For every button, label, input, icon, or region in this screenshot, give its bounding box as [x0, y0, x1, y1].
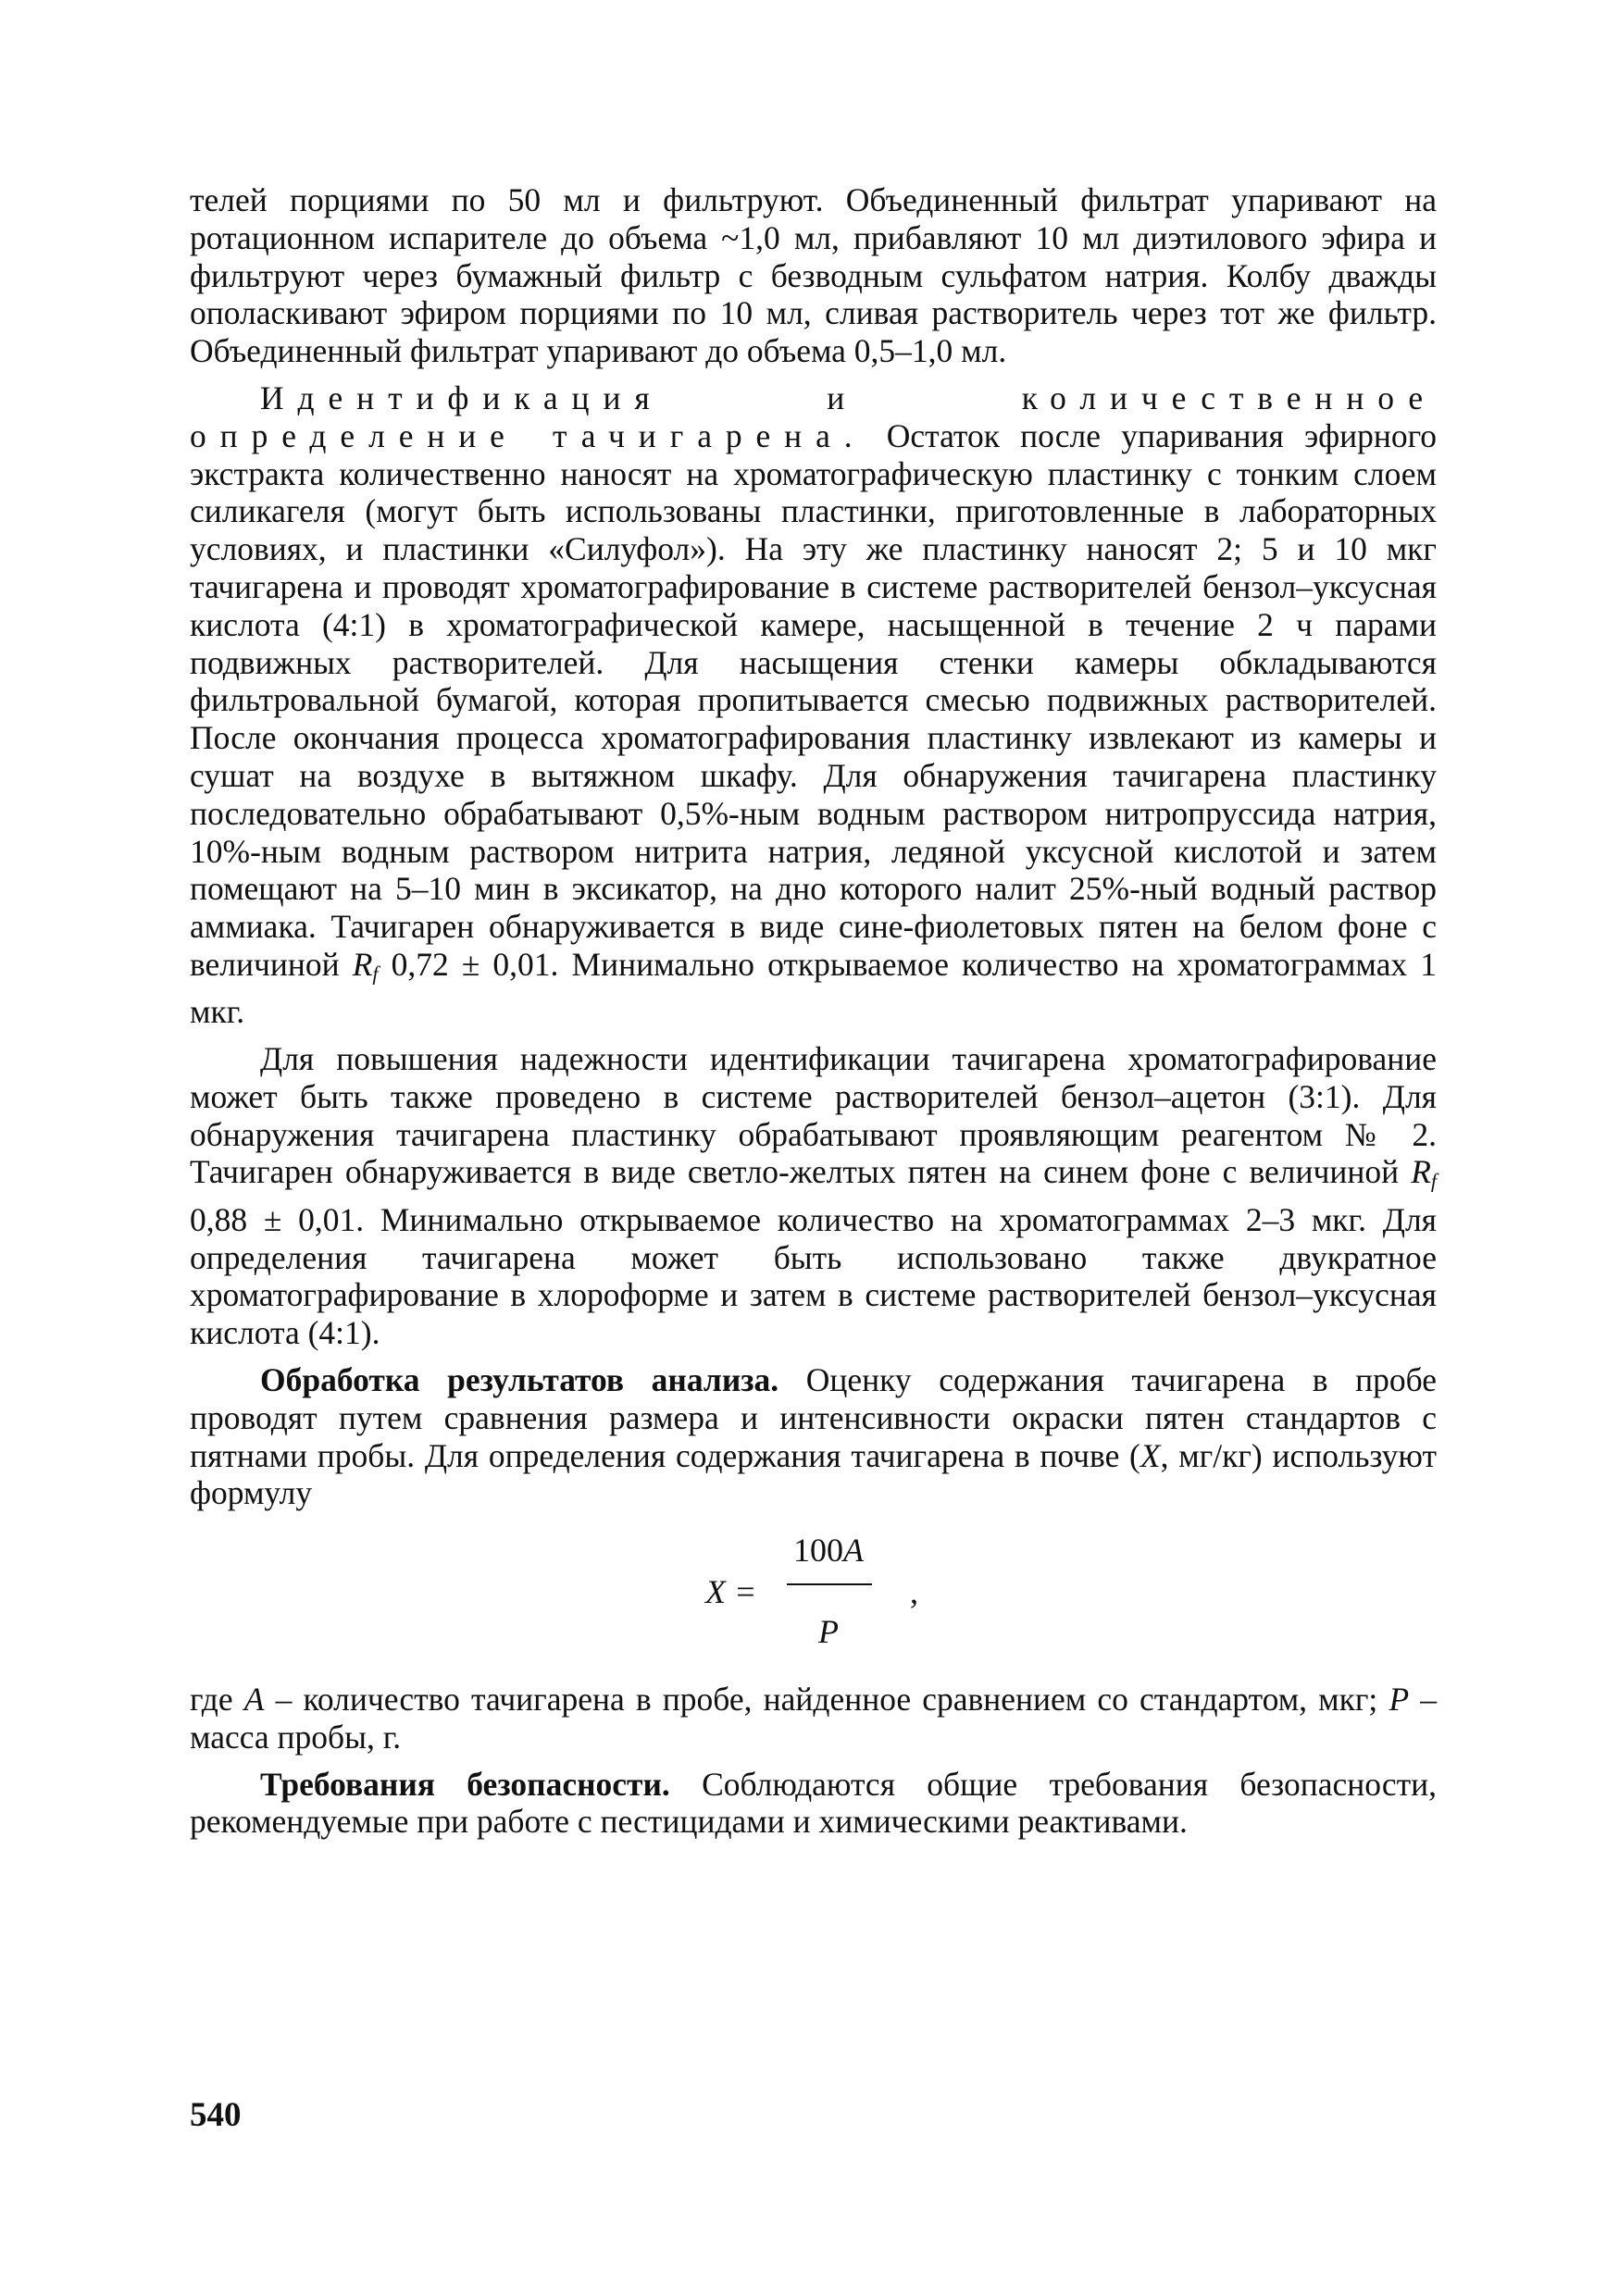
section-heading-results: Обработка результатов анализа. — [260, 1360, 779, 1398]
formula-numerator — [782, 1531, 875, 1570]
paragraph-reliability — [190, 1040, 1437, 1352]
formula — [190, 1523, 1437, 1662]
formula-lhs: X = — [705, 1573, 757, 1611]
paragraph-safety — [190, 1766, 1437, 1842]
legend-text: где — [190, 1681, 244, 1719]
rf-subscript: f — [372, 962, 379, 986]
paragraph-identification-text: Остаток после упаривания эфирного экстракта количественно наносят на хроматографическую пластинку с тонким слоем силикагеля (могут быть использованы пластинки, приготовленные в лабораторных условиях, и пластинки «Силуфол»). На эту же пластинку наносят 2; 5 и 10 мкг тачигарена и проводят хроматографирование в системе растворителей бензол–уксусная кислота (4:1) в хроматографической камере, насыщенной в течение 2 ч парами подвижных растворителей. Для насыщения стенки камеры обкладываются фильтровальной бумагой, которая пропитывается смесью подвижных растворителей. После окончания процесса хроматографирования пластинку извлекают из камеры и сушат на воздухе в вытяжном шкафу. Для обнаружения тачигарена пластинку последовательно обрабатывают 0,5%-ным водным раствором нитропруссида натрия, 10%-ным водным раствором нитрита натрия, ледяной уксусной кислотой и затем помещают на 5–10 мин в эксикатор, на дно которого налит 25%-ный водный раствор аммиака. Тачигарен обнаруживается в виде сине-фиолетовых пятен на белом фоне с величиной — [190, 416, 1437, 983]
paragraph-results-text-end: , мг/кг) используют формулу — [190, 1436, 1437, 1512]
formula-denominator: P — [818, 1613, 839, 1651]
formula-numerator-number: 100 — [793, 1532, 843, 1570]
variable-a: A — [243, 1681, 265, 1719]
rf-symbol: R — [352, 945, 373, 983]
page-body — [190, 181, 1437, 1841]
variable-x: X — [1140, 1436, 1161, 1474]
formula-numerator-variable: A — [843, 1532, 864, 1570]
formula-comma: , — [910, 1573, 918, 1611]
paragraph-reliability-text-end: 0,88 ± 0,01. Минимально открываемое количество на хроматограммах 2–3 мкг. Для определения тачигарена может быть использовано также двукратное хроматографирование в хлороформе и затем в системе растворителей бензол–уксусная кислота (4:1). — [190, 1200, 1437, 1352]
paragraph-results-text: Оценку содержания тачигарена в пробе проводят путем сравнения размера и интенсивности окраски пятен стандартов с пятнами пробы. Для определения содержания тачигарена в почве ( — [190, 1360, 1437, 1474]
rf-symbol: R — [1411, 1153, 1431, 1191]
legend-text-middle: – количество тачигарена в пробе, найденное сравнением со стандартом, мкг; — [264, 1681, 1389, 1719]
paragraph-reliability-text: Для повышения надежности идентификации тачигарена хроматографирование может быть также проведено в системе растворителей бензол–ацетон (3:1). Для обнаружения тачигарена пластинку обрабатывают проявляющим реагентом № 2. Тачигарен обнаруживается в виде светло-желтых пятен на синем фоне с величиной — [190, 1040, 1437, 1191]
paragraph-filtration: телей порциями по 50 мл и фильтруют. Объединенный фильтрат упаривают на ротационном испарителе до объема ~1,0 мл, прибавляют 10 мл диэтилового эфира и фильтруют через бумажный фильтр с безводным сульфатом натрия. Колбу дважды ополаскивают эфиром порциями по 10 мл, сливая растворитель через тот же фильтр. Объединенный фильтрат упаривают до объема 0,5–1,0 мл. — [190, 181, 1437, 370]
section-heading-safety: Требования безопасности. — [260, 1765, 670, 1803]
legend-text-end: – масса пробы, г. — [190, 1681, 1438, 1756]
paragraph-results — [190, 1361, 1437, 1512]
paragraph-identification-text-end: 0,72 ± 0,01. Минимально открываемое количество на хроматограммах 1 мкг. — [190, 945, 1437, 1031]
paragraph-identification — [190, 379, 1437, 1031]
fraction-bar — [787, 1583, 872, 1585]
paragraph-legend — [190, 1681, 1437, 1756]
paragraph-safety-text: Соблюдаются общие требования безопасности, рекомендуемые при работе с пестицидами и химическими реактивами. — [190, 1765, 1437, 1841]
section-heading-identification: Идентификация и количественное определение тачигарена. — [190, 379, 1437, 454]
variable-p: P — [1389, 1681, 1410, 1719]
rf-subscript: f — [1430, 1169, 1437, 1193]
page-number: 540 — [190, 2096, 242, 2134]
